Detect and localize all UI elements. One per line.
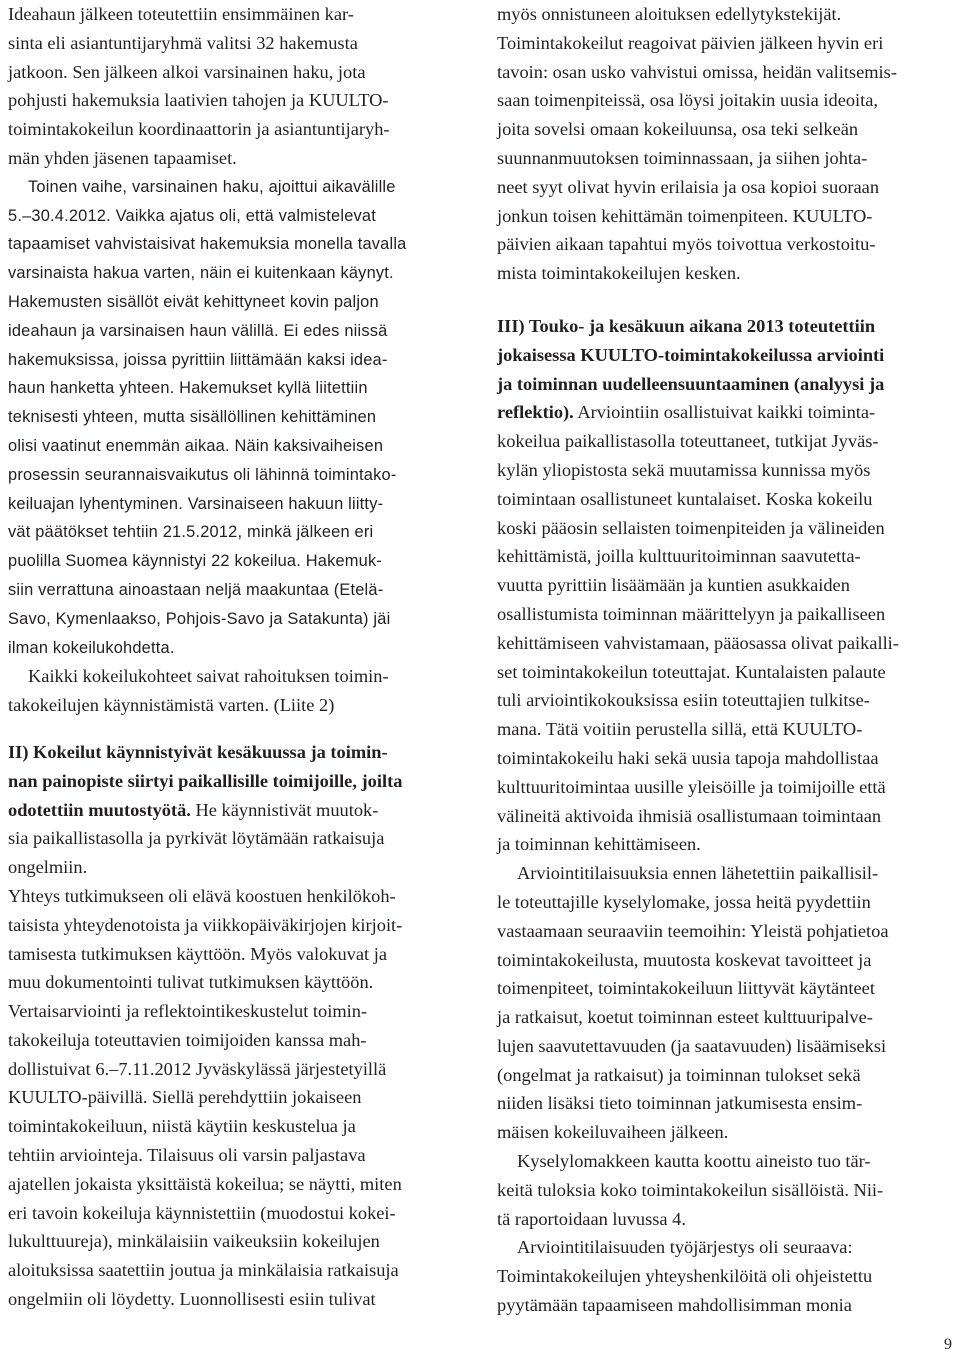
heading-line: jokaisessa KUULTO-toimintakokeilussa arviointi (497, 344, 885, 365)
text-line: ja toiminnan kehittämiseen. (497, 834, 701, 855)
text-line: kokeilua paikallistasolla toteuttaneet, tutkijat Jyväs- (497, 431, 879, 452)
text-line: He käynnistivät muutok- (190, 799, 379, 820)
text-line: Ideahaun jälkeen toteutettiin ensimmäinen kar- (8, 4, 354, 24)
text-line: ajatellen jokaista yksittäistä kokeilua; se näytti, miten (8, 1173, 402, 1194)
heading-line: reflektio). (497, 402, 574, 423)
text-line: tehtiin arviointeja. Tilaisuus oli varsin paljastava (8, 1145, 366, 1166)
paragraph-phase-three (497, 312, 952, 859)
paragraph-results-body (497, 1176, 952, 1234)
text-line: ongelmiin. (8, 857, 88, 878)
paragraph-agenda (497, 1233, 952, 1262)
text-line: vuutta pyrittiin lisäämään ja kuntien asukkaiden (497, 575, 850, 596)
text-line: (ongelmat ja ratkaisut) ja toiminnan tulokset sekä (497, 1064, 861, 1085)
text-line: Yhteys tutkimukseen oli elävä koostuen henkilökoh- (8, 885, 396, 906)
text-line: vastaamaan seuraaviin teemoihin: Yleistä pohjatietoa (497, 920, 889, 941)
paragraph-questionnaire-body (497, 888, 952, 1147)
text-line: teknisesti yhteen, mutta sisällöllinen kehittäminen (8, 408, 377, 427)
text-line: män yhden jäsenen tapaamiset. (8, 147, 237, 168)
text-line: pohjusti hakemuksia laativien tahojen ja KUULTO- (8, 90, 389, 111)
text-line: Kyselylomakkeen kautta koottu aineisto tuo tär- (517, 1151, 871, 1172)
text-line: toimintakokeilu haki sekä uusia tapoja mahdollistaa (497, 747, 879, 768)
paragraph-second-phase (8, 173, 458, 202)
paragraph-funding (8, 662, 458, 720)
paragraph-reactions (497, 0, 952, 288)
text-line: siin verrattuna ainoastaan neljä maakuntaa (Etelä- (8, 580, 384, 599)
text-line: saan toimenpiteissä, osa löysi joitakin uusia ideoita, (497, 90, 879, 111)
text-line: Arviointitilaisuuden työjärjestys oli seuraava: (517, 1237, 853, 1258)
text-line: myös onnistuneen aloituksen edellytykstekijät. (497, 4, 842, 24)
text-line: päivien aikaan tapahtui myös toivottua verkostoitu- (497, 234, 876, 255)
text-line: kehittämistä, joilla kulttuuritoiminnan saavutetta- (497, 546, 861, 567)
text-line: aloituksissa saatettiin joutua ja minkälaisia ratkaisuja (8, 1260, 399, 1281)
text-line: toimintaan osallistuneet kuntalaiset. Koska kokeilu (497, 488, 873, 509)
paragraph-questionnaire (497, 859, 952, 888)
text-line: keitä tuloksia koko toimintakokeilun sisällöistä. Nii- (497, 1179, 884, 1200)
text-line: toimenpiteet, toimintakokeiluun liittyvät käytänteet (497, 978, 875, 999)
text-line: Kaikki kokeilukohteet saivat rahoituksen toimin- (28, 666, 389, 687)
text-line: taisista yhteydenotoista ja viikkopäiväkirjojen kirjoit- (8, 914, 403, 935)
text-line: mäisen kokeiluvaiheen jälkeen. (497, 1122, 729, 1143)
text-line: kulttuuritoimintaa uusille yleisöille ja toimijoille että (497, 776, 886, 797)
text-line: prosessin seurannaisvaikutus oli lähinnä toimintako- (8, 465, 397, 484)
text-line: 5.–30.4.2012. Vaikka ajatus oli, että valmistelevat (8, 206, 376, 225)
text-line: keiluajan lyhentyminen. Varsinaiseen hakuun liitty- (8, 494, 384, 513)
paragraph-intro (8, 0, 458, 173)
paragraph-phase-two (8, 738, 458, 882)
text-line: toimintakokeiluun, niistä käytiin keskustelua ja (8, 1116, 356, 1137)
text-line: Vertaisarviointi ja reflektointikeskustelut toimin- (8, 1001, 368, 1022)
paragraph-research-connection (8, 882, 458, 1314)
heading-line: III) Touko- ja kesäkuun aikana 2013 toteutettiin (497, 315, 876, 336)
text-line: Toinen vaihe, varsinainen haku, ajoittui aikavälille (28, 177, 396, 196)
text-line: tuli arviointikokouksissa esiin toteuttajien tulkitse- (497, 690, 870, 711)
paragraph-second-phase-body (8, 202, 458, 663)
text-line: osallistumista toiminnan määrittelyyn ja paikalliseen (497, 603, 886, 624)
text-line: set toimintakokeilun toteuttajat. Kuntalaisten palaute (497, 661, 886, 682)
heading-line: ja toiminnan uudelleensuuntaaminen (analyysi ja (497, 373, 885, 394)
text-line: Toimintakokeilujen yhteyshenkilöitä oli ohjeistettu (497, 1266, 873, 1287)
text-line: pyytämään tapaamiseen mahdollisimman monia (497, 1295, 852, 1316)
text-line: ilman kokeilukohdetta. (8, 638, 175, 657)
paragraph-results (497, 1147, 952, 1176)
right-column (497, 0, 952, 1320)
heading-line: nan painopiste siirtyi paikallisille toimijoille, joilta (8, 770, 403, 791)
text-line: lukulttuureja), minkälaisiin vaikeuksiin kokeilujen (8, 1231, 380, 1252)
text-line: Arviointiin osallistuivat kaikki toiminta- (573, 402, 876, 423)
text-line: Toimintakokeilut reagoivat päivien jälkeen hyvin eri (497, 32, 884, 53)
text-line: lujen saavutettavuuden (ja saatavuuden) lisäämiseksi (497, 1035, 887, 1056)
text-line: mana. Tätä voitiin perustella sillä, että KUULTO- (497, 719, 863, 740)
text-line: muu dokumentointi tulivat tutkimuksen käyttöön. (8, 972, 374, 993)
text-line: haun hanketta yhteen. Hakemukset kyllä liitettiin (8, 379, 368, 398)
paragraph-agenda-body (497, 1262, 952, 1320)
text-line: vät päätökset tehtiin 21.5.2012, minkä jälkeen eri (8, 523, 374, 542)
text-line: le toteuttajille kyselylomake, jossa heitä pyydettiin (497, 891, 871, 912)
text-line: eri tavoin kokeiluja käynnistettiin (muodostui kokei- (8, 1202, 396, 1223)
text-line: suunnanmuutoksen toiminnassaan, ja siihen johta- (497, 147, 868, 168)
text-line: puolilla Suomea käynnistyi 22 kokeilua. Hakemuk- (8, 552, 383, 571)
text-line: tä raportoidaan luvussa 4. (497, 1208, 686, 1229)
text-line: takokeiluja toteuttavien toimijoiden kanssa mah- (8, 1029, 367, 1050)
text-line: niiden lisäksi tieto toiminnan jatkumisesta ensim- (497, 1093, 863, 1114)
text-line: hakemuksissa, joissa pyrittiin liittämään kaksi idea- (8, 350, 388, 369)
page-number: 9 (944, 1336, 952, 1353)
heading-line: II) Kokeilut käynnistyivät kesäkuussa ja toimin- (8, 741, 388, 762)
text-line: dollistuivat 6.–7.11.2012 Jyväskylässä järjestetyillä (8, 1058, 387, 1079)
text-line: neet syyt olivat hyvin erilaisia ja osa kopioi suoraan (497, 176, 880, 197)
text-line: ongelmiin oli löydetty. Luonnollisesti esiin tulivat (8, 1289, 376, 1310)
text-line: toimintakokeilusta, muutosta koskevat tavoitteet ja (497, 949, 872, 970)
text-line: tapaamiset vahvistaisivat hakemuksia monella tavalla (8, 235, 407, 254)
text-line: ja ratkaisut, koetut toiminnan esteet kulttuuripalve- (497, 1007, 873, 1028)
text-line: sinta eli asiantuntijaryhmä valitsi 32 hakemusta (8, 32, 358, 53)
text-line: koski pääosin sellaisten toimenpiteiden ja välineiden (497, 517, 885, 538)
text-line: KUULTO-päivillä. Siellä perehdyttiin jokaiseen (8, 1087, 362, 1108)
text-line: olisi vaatinut enemmän aikaa. Näin kaksivaiheisen (8, 436, 384, 455)
text-line: varsinaista hakua varten, näin ei kuitenkaan käynyt. (8, 264, 394, 283)
text-line: tavoin: osan usko vahvistui omissa, heidän valitsemis- (497, 61, 897, 82)
text-line: tamisesta tutkimuksen käyttöön. Myös valokuvat ja (8, 943, 388, 964)
text-line: sia paikallistasolla ja pyrkivät löytämään ratkaisuja (8, 828, 385, 849)
text-line: takokeilujen käynnistämistä varten. (Liite 2) (8, 695, 335, 716)
text-line: mista toimintakokeilujen kesken. (497, 263, 741, 284)
text-line: joita sovelsi omaan kokeiluunsa, osa teki selkeän (497, 119, 859, 140)
text-line: jonkun toisen kehittämän toimenpiteen. KUULTO- (497, 205, 873, 226)
text-line: Arviointitilaisuuksia ennen lähetettiin paikallisil- (517, 863, 879, 884)
text-line: Hakemusten sisällöt eivät kehittyneet kovin paljon (8, 292, 379, 311)
text-line: kylän yliopistosta sekä muutamissa kunnissa myös (497, 459, 871, 480)
heading-line: odotettiin muutostyötä. (8, 799, 191, 820)
text-line: kehittämiseen vahvistamaan, pääosassa olivat paikalli- (497, 632, 899, 653)
text-line: jatkoon. Sen jälkeen alkoi varsinainen haku, jota (8, 61, 366, 82)
text-line: ideahaun ja varsinaisen haun välillä. Ei edes niissä (8, 321, 388, 340)
left-column (8, 0, 458, 1314)
text-line: Savo, Kymenlaakso, Pohjois-Savo ja Satakunta) jäi (8, 609, 391, 628)
text-line: välineitä aktivoida ihmisiä osallistumaan toimintaan (497, 805, 882, 826)
text-line: toimintakokeilun koordinaattorin ja asiantuntijaryh- (8, 119, 390, 140)
